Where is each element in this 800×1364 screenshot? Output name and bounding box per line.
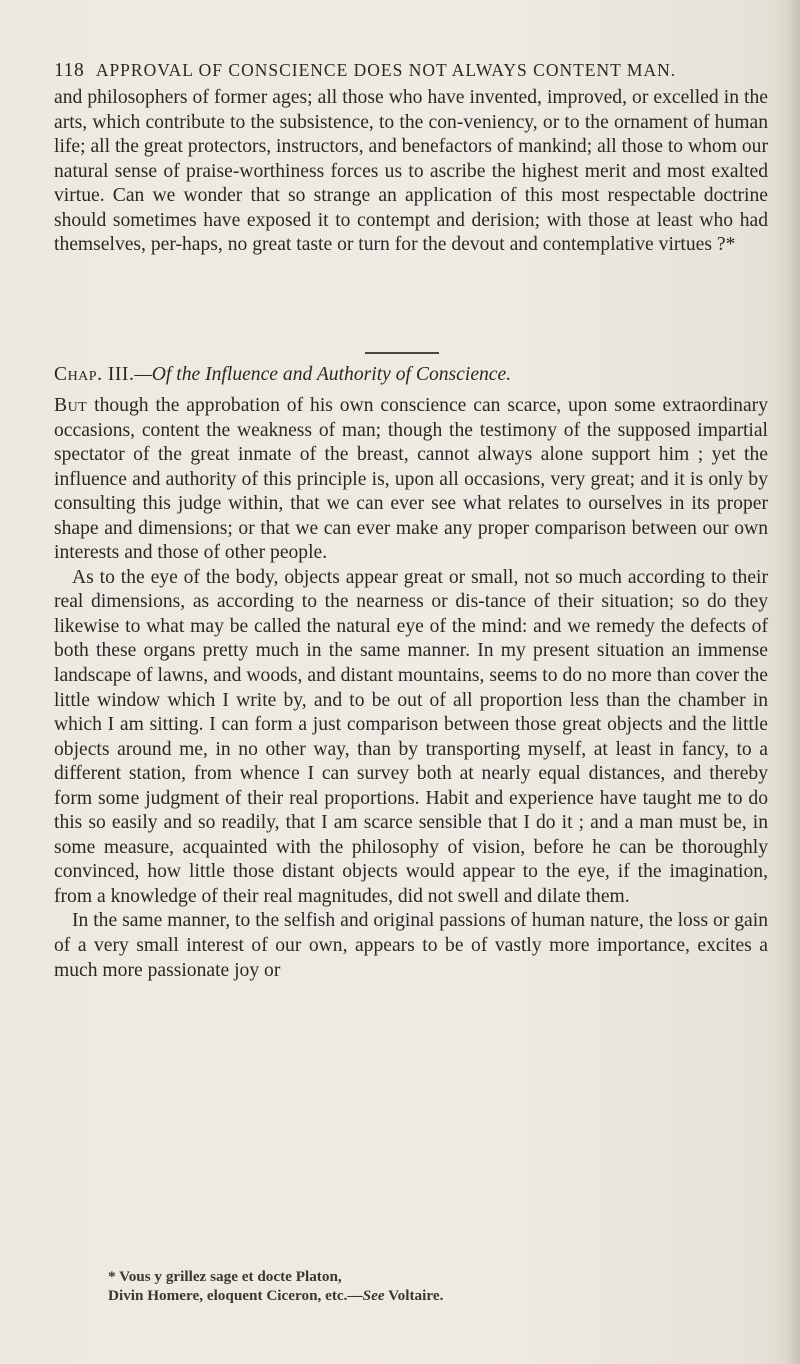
footnote-line: [108, 1287, 748, 1306]
paragraph: and philosophers of former ages; all those who have invented, improved, or excelled in the arts, which contribute to the subsistence, to the con-veniency, or to the ornament of human life; all the great protectors, instructors, and benefactors of mankind; all those to whom our natural sense of praise-worthiness forces us to ascribe the highest merit and most exalted virtue. Can we wonder that so strange an application of this most respectable doctrine should sometimes have exposed it to contempt and derision; with those at least who had themselves, per-haps, no great taste or turn for the devout and contemplative virtues ?*: [54, 87, 768, 256]
footnote-line: * Vous y grillez sage et docte Platon,: [108, 1268, 342, 1285]
footnote-see: See: [362, 1286, 385, 1304]
footnote-citation: Divin Homere, eloquent Ciceron, etc.—: [108, 1286, 363, 1304]
footnote-author: Voltaire.: [384, 1286, 444, 1304]
continuation-text: [54, 86, 768, 258]
running-header: [54, 60, 774, 82]
chapter-title: —Of the Influence and Authority of Conscience.: [134, 364, 512, 385]
footnote: [108, 1268, 748, 1305]
paragraph: As to the eye of the body, objects appear great or small, not so much according to their real dimensions, as according to the nearness or dis-tance of their situation; so do they likewise to what may be called the natural eye of the mind: and we remedy the defects of both these organs pretty much in the same manner. In my present situation an immense landscape of lawns, and woods, and distant mountains, seems to do no more than cover the little window which I write by, and to be out of all proportion less than the chamber in which I am sitting. I can form a just comparison between those great objects and the little objects around me, in no other way, than by transporting myself, at least in fancy, to a different station, from whence I can survey both at nearly equal distances, and thereby form some judgment of their real proportions. Habit and experience have taught me to do this so easily and so readily, that I am scarce sensible that I do it ; and a man must be, in some measure, acquainted with the philosophy of vision, before he can be thoroughly convinced, how little those distant objects would appear to the eye, if the imagination, from a knowledge of their real magnitudes, did not swell and dilate them.: [54, 566, 768, 907]
chapter-label: Chap. III.: [54, 364, 135, 385]
page-edge-shadow: [786, 0, 800, 1364]
paragraph: In the same manner, to the selfish and original passions of human nature, the loss or gain of a very small interest of our own, appears to be of vastly more importance, excites a much more passionate joy or: [54, 910, 768, 981]
paragraph: [54, 394, 768, 566]
chapter-heading: [54, 364, 774, 386]
section-divider: [365, 352, 439, 354]
page-number: 118: [54, 60, 85, 81]
paragraph-text: though the approbation of his own conscience can scarce, upon some extraordinary occasions, content the weakness of man; though the testimony of the supposed impartial spectator of the great inmate of the breast, cannot always alone support him ; yet the influence and authority of this principle is, upon all occasions, very great; and it is only by consulting this judge within, that we can ever see what relates to ourselves in its proper shape and dimensions; or that we can ever make any proper comparison between our own interests and those of other people.: [54, 395, 768, 564]
running-title: APPROVAL OF CONSCIENCE DOES NOT ALWAYS CONTENT MAN.: [95, 60, 677, 80]
chapter-body: [54, 394, 768, 983]
paragraph-lead-word: But: [54, 395, 88, 416]
